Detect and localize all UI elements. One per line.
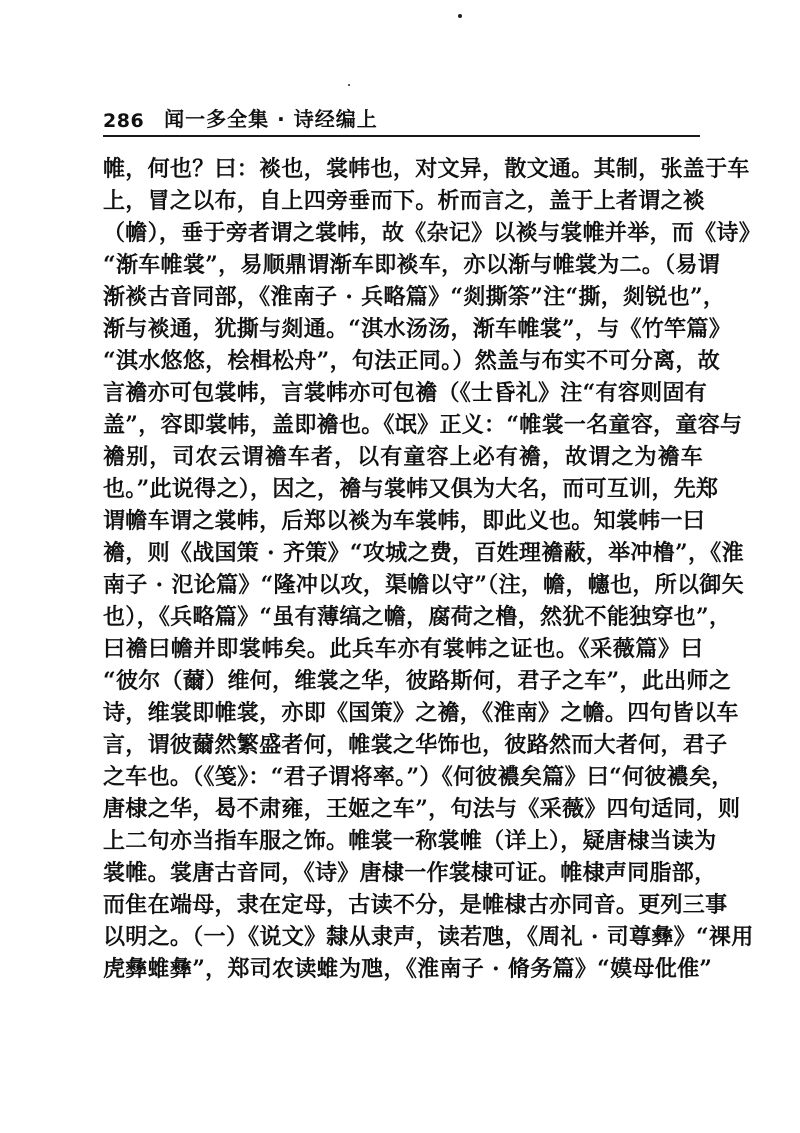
text-line: 谓幨车谓之裳帏，后郑以裧为车裳帏，即此义也。知裳帏一曰 [103,508,706,534]
text-line: “淇水悠悠，桧楫松舟”，句法正同。）然盖与布实不可分离，故 [103,348,721,374]
header-rule [103,135,700,137]
text-line: 也。”此说得之），因之，襜与裳帏又俱为大名，而可互训，先郑 [103,476,719,502]
page-number: 286 [103,110,145,132]
text-line: 襜别，司农云谓襜车者，以有童容上必有襜，故谓之为襜车 [103,444,703,470]
text-line: 帷，何也？曰：裧也，裳帏也，对文异，散文通。其制，张盖于车 [103,156,750,182]
text-line: 虎彝蜼彝”，郑司农读蜼为虺，《淮南子 · 脩务篇》“嫫母仳倠” [103,956,713,982]
page-header [103,100,703,132]
text-line: 盖”，容即裳帏，盖即襜也。《氓》正义：“帷裳一名童容，童容与 [103,412,743,438]
text-line: “渐车帷裳”，易顺鼎谓渐车即裧车，亦以渐与帷裳为二。（易谓 [103,252,721,278]
text-line: 上二句亦当指车服之饰。帷裳一称裳帷（详上），疑唐棣当读为 [103,828,717,854]
print-speck [458,14,462,18]
body-text [103,153,762,985]
text-line: 上，冒之以布，自上四旁垂而下。析而言之，盖于上者谓之裧 [103,188,706,214]
text-line: 也），《兵略篇》“虽有薄缟之幨，腐荷之橹，然犹不能独穿也”， [103,604,732,630]
text-line: 以明之。（一）《说文》隸从隶声，读若虺，《周礼 · 司尊彝》“祼用 [103,924,754,950]
text-line: 诗，维裳即帷裳，亦即《国策》之襜，《淮南》之幨。四句皆以车 [103,700,739,726]
text-line: （幨），垂于旁者谓之裳帏，故《杂记》以裧与裳帷并举，而《诗》 [103,220,762,246]
print-speck [348,84,350,86]
text-line: “彼尔（薾）维何，维裳之华，彼路斯何，君子之车”，此出师之 [103,668,732,694]
running-title: 闻一多全集 · 诗经编上 [164,107,378,131]
text-line: 之车也。（《笺》：“君子谓将率。”）《何彼襛矣篇》曰“何彼襛矣， [103,764,734,790]
text-line: 言襜亦可包裳帏，言裳帏亦可包襜（《士昏礼》注“有容则固有 [103,380,708,406]
text-line: 言，谓彼薾然繁盛者何，帷裳之华饰也，彼路然而大者何，君子 [103,732,728,758]
text-line: 唐棣之华，曷不肃雍，王姬之车”，句法与《采薇》四句适同，则 [103,796,741,822]
text-line: 南子 · 氾论篇》“隆冲以攻，渠幨以守”（注，幨，幰也，所以御矢 [103,572,744,598]
text-line: 渐裧古音同部，《淮南子 · 兵略篇》“剡撕筡”注“撕，剡锐也”， [103,284,726,310]
text-line: 襜，则《战国策 · 齐策》“攻城之费，百姓理襜蔽，举冲橹”，《淮 [103,540,744,566]
text-line: 而隹在端母，隶在定母，古读不分，是帷棣古亦同音。更列三事 [103,892,728,918]
text-line: 裳帷。裳唐古音同，《诗》唐棣一作裳棣可证。帷棣声同脂部， [103,860,717,886]
text-line: 渐与裧通，犹撕与剡通。“淇水汤汤，渐车帷裳”，与《竹竿篇》 [103,316,732,342]
text-line: 曰襜曰幨并即裳帏矣。此兵车亦有裳帏之证也。《采薇篇》曰 [103,636,703,662]
